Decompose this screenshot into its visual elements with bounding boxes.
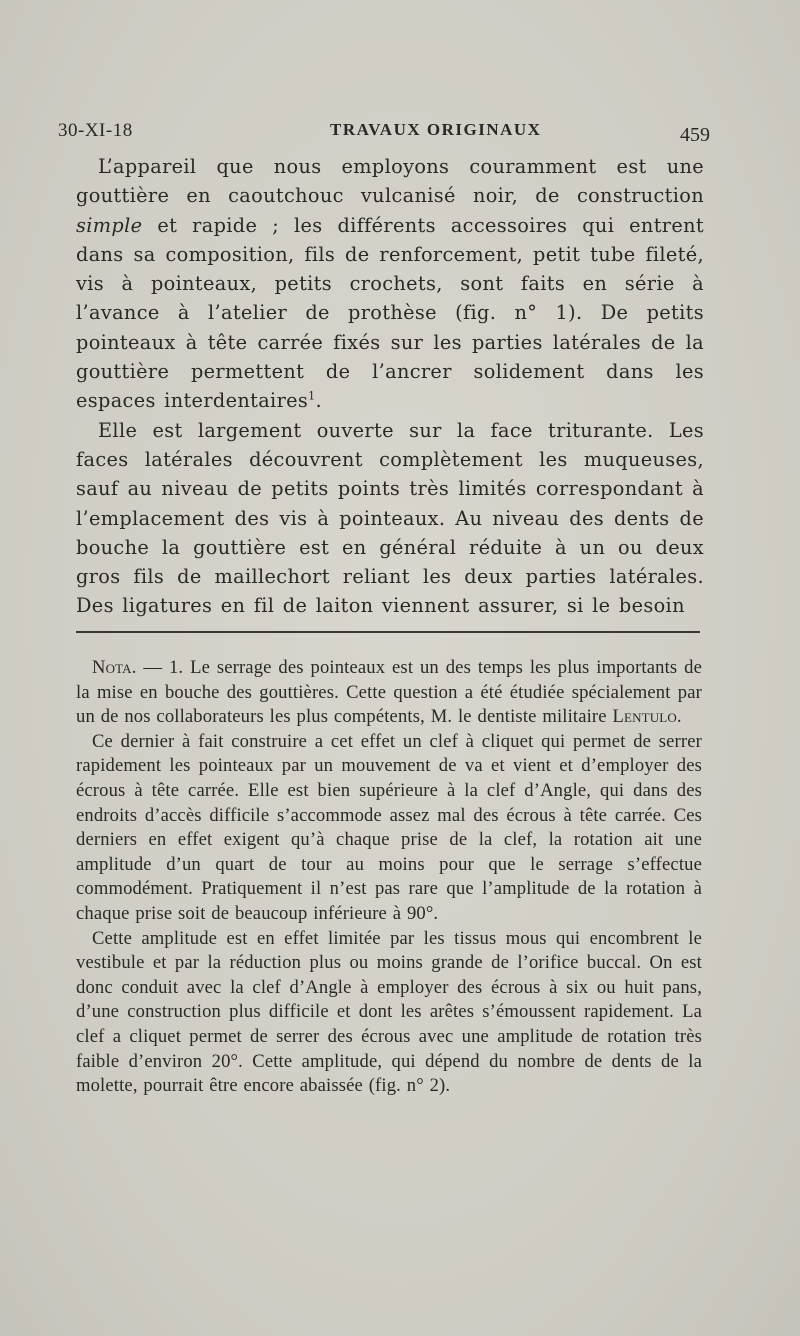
footnote-divider [76, 631, 700, 633]
footnote-marker: 1 [308, 389, 316, 403]
footnote [76, 656, 702, 1099]
paragraph: Elle est largement ouverte sur la face triturante. Les faces latérales découvrent complètement les muqueuses, sauf au niveau de petits points très limités correspondant à l’emplacement des vis à pointeaux. Au niveau des dents de bouche la gouttière est en général réduite à un ou deux gros fils de maillechort reliant les deux parties latérales. Des ligatures en fil de laiton viennent assurer, si le besoin [76, 418, 704, 618]
issue-date: 30-XI-18 [58, 120, 133, 141]
footnote-paragraph: Ce dernier à fait construire a cet effet un clef à cliquet qui permet de serrer rapidement les pointeaux par un mouvement de va et vient et d’employer des écrous à tête carrée. Elle est bien supérieure à la clef d’Angle, qui dans des endroits d’accès difficile s’accommode assez mal des écrous à tête carrée. Ces derniers en effet exigent qu’à chaque prise de la clef, la rotation ait une amplitude d’un quart de tour au moins pour que le serrage s’effectue commodément. Pratiquement il n’est pas rare que l’amplitude de la rotation à chaque prise soit de beaucoup inférieure à 90°. [76, 730, 702, 924]
paragraph [76, 152, 704, 416]
footnote-text: . [676, 706, 682, 728]
paragraph-text: L’appareil que nous employons couramment est une gouttière en caoutchouc vulcanisé noir, de construction [76, 155, 704, 208]
footnote-paragraph [76, 656, 702, 730]
note-label: Nota. [92, 657, 137, 678]
italic-text: simple [76, 213, 143, 237]
page-header [58, 118, 710, 148]
paragraph-text: . [315, 389, 322, 413]
footnote-paragraph: Cette amplitude est en effet limitée par les tissus mous qui encombrent le vestibule et par la réduction plus ou moins grande de l’orifice buccal. On est donc conduit avec la clef d’Angle à employer des écrous à six ou huit pans, d’une construction plus difficile et dont les arêtes s’émoussent rapidement. La clef a cliquet permet de serrer des écrous avec une amplitude de rotation très faible d’environ 20°. Cette amplitude, qui dépend du nombre de dents de la molette, pourrait être encore abaissée (fig. n° 2). [76, 927, 702, 1097]
paragraph-text: et rapide ; les différents accessoires qui entrent dans sa composition, fils de renforcement, petit tube fileté, vis à pointeaux, petits crochets, sont faits en série à l’avance à l’atelier de prothèse (fig. n° 1). De petits pointeaux à tête carrée fixés sur les parties latérales de la gouttière permettent de l’ancrer solidement dans les espaces interdentaires [76, 213, 704, 413]
footnote-text: — 1. Le serrage des pointeaux est un des temps les plus importants de la mise en bouche des gouttières. Cette question a été étudiée spécialement par un de nos collaborateurs les plus compétents, M. le dentiste militaire [76, 657, 702, 728]
page-number: 459 [680, 124, 710, 146]
main-text [76, 152, 704, 621]
running-title: TRAVAUX ORIGINAUX [330, 120, 542, 139]
author-name: Lentulo [612, 706, 677, 728]
